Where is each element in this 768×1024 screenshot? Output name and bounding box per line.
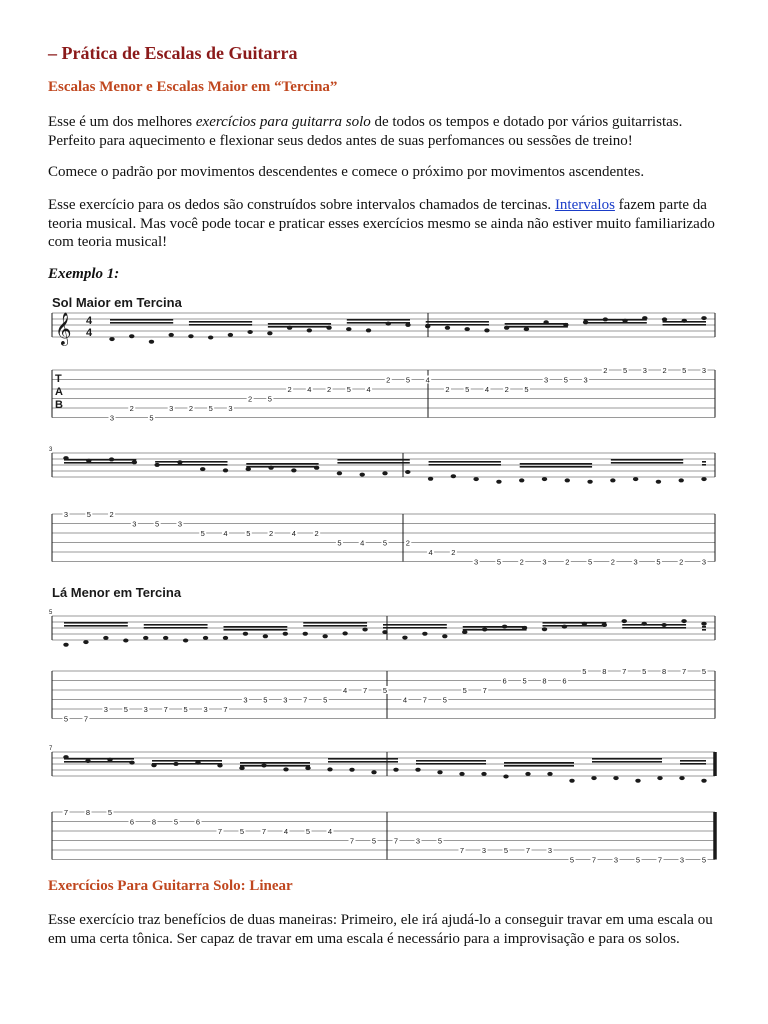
system-1-tab-fret-13: 5 xyxy=(346,385,351,394)
system-1-tab-fret-4: 3 xyxy=(169,404,174,413)
system-4-tab-fret-22: 7 xyxy=(525,846,531,855)
system-3-tab-fret-32: 7 xyxy=(681,667,687,676)
system-4-beam xyxy=(680,760,706,762)
system-3-tab-fret-21: 5 xyxy=(462,686,467,695)
system-1-notehead xyxy=(208,336,213,340)
system-3-notehead xyxy=(701,622,706,626)
system-2-tab-fret-27: 5 xyxy=(656,557,661,567)
system-3-tab-fret-5: 3 xyxy=(143,705,148,714)
system-4-beam xyxy=(64,758,134,760)
system-3-tab-fret-24: 5 xyxy=(522,676,527,686)
system-1-beam xyxy=(505,323,568,325)
system-4-notehead xyxy=(635,779,640,783)
system-4-beam xyxy=(504,762,574,764)
system-1-tab-fret-23: 3 xyxy=(544,375,549,385)
system-3-notehead xyxy=(223,636,228,640)
system-1-tab-fret-14: 4 xyxy=(366,385,371,394)
system-3-tab-fret-6: 7 xyxy=(163,705,168,714)
system-3-tab-fret-31: 8 xyxy=(662,667,667,676)
system-4-tab-fret-28: 7 xyxy=(657,855,663,865)
system-2-notehead xyxy=(405,470,410,474)
system-3-notehead xyxy=(402,636,407,640)
system-1-tab-fret-16: 5 xyxy=(405,375,411,385)
system-2-beam xyxy=(64,462,136,464)
system-4-beam xyxy=(152,760,222,762)
system-4-notehead xyxy=(415,768,420,772)
system-1-tab-fret-21: 2 xyxy=(504,385,509,394)
system-1-tab-fret-20: 4 xyxy=(484,385,490,394)
system-4-beam xyxy=(416,763,486,765)
system-4-tab-fret-23: 3 xyxy=(547,846,553,855)
system-4-tab-fret-29: 3 xyxy=(679,855,685,865)
system-4-notehead xyxy=(283,767,288,771)
system-1-tab-fret-31: 3 xyxy=(701,366,707,375)
system-1-beam xyxy=(189,321,252,323)
system-3-tab-fret-14: 5 xyxy=(323,695,328,705)
system-2-notehead xyxy=(291,468,296,472)
system-4-tab-fret-30: 5 xyxy=(701,855,707,865)
system-4-beam xyxy=(328,758,398,760)
system-3-notehead xyxy=(681,619,686,623)
system-4-notehead xyxy=(657,776,662,780)
system-3-beam xyxy=(543,622,607,624)
system-1-notehead xyxy=(307,328,312,332)
system-3-notehead xyxy=(283,632,288,636)
system-4-tab-fret-13: 4 xyxy=(327,827,333,836)
system-2-beam xyxy=(429,461,501,463)
system-2-notehead xyxy=(633,477,638,481)
system-1-title: Sol Maior em Tercina xyxy=(52,295,182,310)
intervals-text-c: fazem parte da teoria musical. Mas você pode tocar e praticar esses exercícios mesmo se ainda não estiver muito familiarizado com teoria musical! xyxy=(48,197,715,250)
system-2-tab-fret-11: 4 xyxy=(291,529,296,538)
system-3-tab-fret-23: 6 xyxy=(502,676,507,686)
system-3-beam xyxy=(702,626,706,628)
time-signature-top: 4 xyxy=(86,315,93,327)
system-4-tab-fret-25: 7 xyxy=(591,855,597,865)
system-2-tab-fret-1: 3 xyxy=(63,510,69,519)
system-4-tab-fret-3: 5 xyxy=(107,808,113,817)
system-4-notehead xyxy=(679,776,684,780)
system-2-beam xyxy=(520,466,592,468)
system-1-notehead xyxy=(366,328,371,332)
system-4-beam xyxy=(64,761,134,763)
system-2-beam xyxy=(337,462,409,464)
system-3-tab-fret-28: 8 xyxy=(602,667,607,676)
system-4-tab-fret-10: 7 xyxy=(261,827,267,836)
system-2-tab-fret-14: 4 xyxy=(360,538,365,548)
system-2-notehead xyxy=(656,480,661,484)
system-1-beam xyxy=(663,321,706,323)
tab-clef-letter: A xyxy=(55,386,63,398)
system-2-notehead xyxy=(223,468,228,472)
system-3-tab-fret-29: 7 xyxy=(622,667,627,676)
system-1-notehead xyxy=(465,327,470,331)
system-2-notehead xyxy=(246,467,251,471)
system-3-notehead xyxy=(442,634,447,638)
system-2-beam xyxy=(520,463,592,465)
system-1-notehead xyxy=(109,337,114,341)
system-3-notehead xyxy=(342,631,347,635)
system-3-beam xyxy=(622,624,686,626)
system-4-beam xyxy=(592,758,662,760)
system-2-notehead xyxy=(679,478,684,482)
system-1-notehead xyxy=(169,333,174,337)
system-1-notehead xyxy=(228,333,233,337)
system-1-tab-fret-12: 2 xyxy=(326,385,332,394)
system-1-beam xyxy=(584,319,647,321)
system-2-tab-fret-23: 2 xyxy=(565,557,570,567)
system-2-beam xyxy=(611,459,683,461)
system-4-tab-fret-12: 5 xyxy=(305,827,311,836)
system-1-tab-fret-17: 4 xyxy=(425,375,430,385)
system-4-tab-fret-11: 4 xyxy=(283,827,289,836)
system-3-tab-fret-8: 3 xyxy=(203,705,208,714)
system-1-tab-fret-27: 5 xyxy=(622,366,628,375)
system-3-notehead xyxy=(263,634,268,638)
system-3-beam xyxy=(383,627,447,629)
system-3-title: Lá Menor em Tercina xyxy=(52,585,182,600)
system-3-beam xyxy=(622,627,686,629)
system-4-beam xyxy=(680,763,706,765)
system-1-notehead xyxy=(267,331,272,335)
system-1-tab-fret-29: 2 xyxy=(662,366,667,375)
system-2-beam xyxy=(155,464,227,466)
system-1-beam xyxy=(426,324,489,326)
page-title: – Prática de Escalas de Guitarra xyxy=(48,43,298,63)
system-2-notehead xyxy=(496,480,501,484)
system-3-tab-fret-3: 3 xyxy=(103,705,108,714)
system-2-tab-fret-17: 4 xyxy=(428,548,433,557)
system-1-tab-fret-24: 5 xyxy=(563,375,568,385)
system-2-tab-fret-2: 5 xyxy=(86,510,91,519)
system-4-notehead xyxy=(437,770,442,774)
system-4-tab-fret-24: 5 xyxy=(569,855,575,865)
system-3-tab-fret-4: 5 xyxy=(123,705,128,714)
system-3-tab-fret-27: 5 xyxy=(582,667,587,676)
system-2-tab-fret-22: 3 xyxy=(542,557,547,567)
system-2-tab-fret-10: 2 xyxy=(268,529,274,538)
system-3-tab-fret-15: 4 xyxy=(343,686,348,695)
system-2-beam xyxy=(64,459,136,461)
system-3-notehead xyxy=(462,630,467,634)
system-2-notehead xyxy=(337,471,342,475)
intro-emphasis: exercícios para guitarra solo xyxy=(195,114,371,130)
system-1-notehead xyxy=(701,316,706,320)
system-1-notehead xyxy=(129,334,134,338)
system-2-tab-fret-5: 5 xyxy=(155,519,160,529)
system-1-tab-fret-7: 3 xyxy=(228,404,233,413)
system-2-beam xyxy=(246,463,318,465)
system-3-beam xyxy=(702,629,706,631)
example-label: Exemplo 1: xyxy=(48,266,120,282)
system-2-measure-number: 3 xyxy=(49,447,53,453)
system-1-beam xyxy=(584,322,647,324)
system-4-beam xyxy=(504,765,574,767)
system-4-tab-fret-21: 5 xyxy=(503,846,509,855)
system-4-notehead xyxy=(327,767,332,771)
system-4-notehead xyxy=(591,776,596,780)
system-3-tab-fret-11: 5 xyxy=(263,695,268,705)
system-4-tab-fret-1: 7 xyxy=(63,808,69,817)
system-2-notehead xyxy=(519,478,524,482)
system-3-tab-fret-18: 4 xyxy=(402,695,408,705)
system-3-tab-fret-16: 7 xyxy=(362,686,368,695)
system-3-tab-fret-25: 8 xyxy=(542,676,547,686)
system-1-beam xyxy=(663,324,706,326)
system-4-notehead xyxy=(239,766,244,770)
system-2-tab-fret-28: 2 xyxy=(679,557,684,567)
system-3-beam xyxy=(144,627,208,629)
intro-text-c: de todos os tempos e dotado por vários guitarristas. Perfeito para aquecimento e flexionar seus dedos antes de suas perfomances ou sessões de treino! xyxy=(48,114,683,149)
system-3-tab-fret-22: 7 xyxy=(482,686,487,695)
tab-clef-letter: T xyxy=(55,373,62,385)
system-1-tab-fret-5: 2 xyxy=(188,404,194,413)
system-4-notehead xyxy=(547,772,552,776)
system-2-tab-fret-25: 2 xyxy=(610,557,615,567)
system-4-notehead xyxy=(481,772,486,776)
system-3-notehead xyxy=(203,636,208,640)
system-3-notehead xyxy=(63,643,68,647)
system-2-notehead xyxy=(428,477,433,481)
system-1-beam xyxy=(189,324,252,326)
system-2-tab-fret-21: 2 xyxy=(519,557,524,567)
system-1-tab-fret-1: 3 xyxy=(109,413,115,423)
system-4-tab-fret-6: 5 xyxy=(173,817,179,827)
system-4-notehead xyxy=(349,768,354,772)
system-3-beam xyxy=(144,624,208,626)
system-4-tab-fret-14: 7 xyxy=(349,836,355,846)
system-1-tab-fret-3: 5 xyxy=(149,413,154,423)
system-4-notehead xyxy=(613,776,618,780)
system-4-notehead xyxy=(569,779,574,783)
system-3-beam xyxy=(224,626,288,628)
system-2-beam xyxy=(337,459,409,461)
system-2-tab-fret-29: 3 xyxy=(701,557,707,567)
system-2-tab-fret-19: 3 xyxy=(474,557,479,567)
system-4-beam xyxy=(240,765,310,767)
system-2-beam xyxy=(702,464,706,466)
system-1-tab-fret-9: 5 xyxy=(267,394,272,404)
system-2-beam xyxy=(611,462,683,464)
system-3-tab-fret-12: 3 xyxy=(283,695,288,705)
system-1-tab-fret-30: 5 xyxy=(682,366,687,375)
system-3-tab-fret-13: 7 xyxy=(303,695,308,705)
system-2-notehead xyxy=(473,477,478,481)
system-4-notehead xyxy=(701,779,706,783)
system-4-tab-fret-16: 7 xyxy=(393,836,399,846)
system-4-notehead xyxy=(503,775,508,779)
system-2-notehead xyxy=(360,473,365,477)
system-1-notehead xyxy=(188,334,193,338)
system-1-notehead xyxy=(149,340,154,344)
system-1-tab-fret-2: 2 xyxy=(129,404,134,413)
system-1-beam xyxy=(268,323,331,325)
system-2-tab-fret-24: 5 xyxy=(587,557,593,567)
system-4-notehead xyxy=(393,768,398,772)
system-2-tab-fret-12: 2 xyxy=(314,529,319,538)
system-2-beam xyxy=(702,461,706,463)
system-1-beam xyxy=(110,322,173,324)
system-1-beam xyxy=(505,326,568,328)
system-4-beam xyxy=(240,762,310,764)
system-4-beam xyxy=(592,761,662,763)
system-3-notehead xyxy=(622,619,627,623)
system-4-tab-fret-4: 6 xyxy=(129,817,135,827)
system-3-notehead xyxy=(322,634,327,638)
system-1-notehead xyxy=(445,326,450,330)
system-4-notehead xyxy=(371,770,376,774)
system-2-tab-fret-8: 4 xyxy=(223,529,228,538)
system-2-tab-fret-6: 3 xyxy=(177,519,183,529)
system-1-tab-fret-19: 5 xyxy=(465,385,470,394)
intervals-text-a: Esse exercício para os dedos são construídos sobre intervalos chamados de tercinas. xyxy=(48,197,555,213)
section-subtitle-tercina: Escalas Menor e Escalas Maior em “Tercina” xyxy=(48,79,338,95)
system-1-tab-fret-15: 2 xyxy=(386,375,391,385)
system-1-tab-fret-28: 3 xyxy=(642,366,647,375)
system-3-notehead xyxy=(542,627,547,631)
system-2-tab-fret-15: 5 xyxy=(382,538,388,548)
system-4-tab-fret-15: 5 xyxy=(371,836,377,846)
system-1-notehead xyxy=(247,330,252,334)
system-2-notehead xyxy=(587,480,592,484)
system-1-notehead xyxy=(346,327,351,331)
system-3-beam xyxy=(303,625,367,627)
system-1-notehead xyxy=(484,328,489,332)
system-3-notehead xyxy=(183,639,188,643)
system-4-tab-fret-20: 3 xyxy=(481,846,487,855)
system-1-tab-fret-11: 4 xyxy=(307,385,312,394)
system-2-tab-fret-3: 2 xyxy=(109,510,114,519)
system-1-tab-fret-25: 3 xyxy=(583,375,588,385)
treble-clef-icon: 𝄞 xyxy=(55,313,72,344)
system-3-tab-fret-30: 5 xyxy=(642,667,647,676)
system-3-tab-fret-9: 7 xyxy=(223,705,228,714)
system-2-notehead xyxy=(701,477,706,481)
system-1-tab-fret-26: 2 xyxy=(603,366,608,375)
system-2-tab-fret-13: 5 xyxy=(337,538,342,548)
system-3-tab-fret-2: 7 xyxy=(83,714,89,724)
system-1-tab-fret-8: 2 xyxy=(248,394,253,404)
system-2-beam xyxy=(155,461,227,463)
system-3-notehead xyxy=(123,639,128,643)
system-2-tab-fret-7: 5 xyxy=(200,529,205,538)
system-4-tab-fret-9: 5 xyxy=(239,827,245,836)
intervalos-link[interactable]: Intervalos xyxy=(554,197,615,213)
system-3-beam xyxy=(64,622,128,624)
system-2-tab-fret-16: 2 xyxy=(405,538,410,548)
system-2-tab-fret-26: 3 xyxy=(633,557,638,567)
system-4-tab-fret-27: 5 xyxy=(635,855,641,865)
system-3-tab-fret-1: 5 xyxy=(63,714,69,724)
system-3-tab-fret-26: 6 xyxy=(562,676,567,686)
system-1-notehead xyxy=(524,327,529,331)
system-4-tab-fret-2: 8 xyxy=(85,808,91,817)
system-3-tab-fret-33: 5 xyxy=(701,667,707,676)
system-3-notehead xyxy=(303,632,308,636)
system-2-tab-fret-18: 2 xyxy=(451,548,456,557)
system-1-notehead xyxy=(662,317,667,321)
system-2-notehead xyxy=(382,471,387,475)
system-3-measure-number: 5 xyxy=(49,610,53,616)
pattern-paragraph: Comece o padrão por movimentos descendentes e comece o próximo por movimentos ascendentes. xyxy=(48,164,645,180)
system-3-notehead xyxy=(83,640,88,644)
intro-text-a: Esse é um dos melhores xyxy=(48,114,196,130)
system-2-notehead xyxy=(451,474,456,478)
system-2-tab-fret-4: 3 xyxy=(132,519,137,529)
system-1-tab-fret-18: 2 xyxy=(445,385,450,394)
system-3-beam xyxy=(224,629,288,631)
system-3-tab-fret-19: 7 xyxy=(422,695,427,705)
system-3-notehead xyxy=(362,628,367,632)
system-3-beam xyxy=(463,626,527,628)
system-3-tab-fret-20: 5 xyxy=(442,695,447,705)
system-2-notehead xyxy=(542,477,547,481)
system-3-notehead xyxy=(422,632,427,636)
system-3-beam xyxy=(303,622,367,624)
system-1-beam xyxy=(268,326,331,328)
system-4-beam xyxy=(152,763,222,765)
system-3-beam xyxy=(64,625,128,627)
system-3-notehead xyxy=(382,630,387,634)
system-2-notehead xyxy=(610,478,615,482)
system-4-tab-fret-19: 7 xyxy=(459,846,465,855)
system-4-notehead xyxy=(525,772,530,776)
system-1-tab-fret-10: 2 xyxy=(287,385,292,394)
system-3-beam xyxy=(543,625,607,627)
system-4-tab-fret-17: 3 xyxy=(415,836,421,846)
system-1-beam xyxy=(110,319,173,321)
system-4-measure-number: 7 xyxy=(49,746,53,752)
system-4-tab-fret-5: 8 xyxy=(151,817,157,827)
system-3-tab-fret-10: 3 xyxy=(243,695,248,705)
system-4-tab-fret-7: 6 xyxy=(195,817,201,827)
system-4-beam xyxy=(416,760,486,762)
system-4-notehead xyxy=(305,766,310,770)
section-subtitle-linear: Exercícios Para Guitarra Solo: Linear xyxy=(48,878,293,894)
system-4-tab-fret-8: 7 xyxy=(217,827,223,836)
system-3-notehead xyxy=(103,636,108,640)
system-3-notehead xyxy=(243,632,248,636)
time-signature-bottom: 4 xyxy=(86,327,93,339)
system-1-beam xyxy=(347,319,410,321)
system-4-beam xyxy=(328,761,398,763)
linear-paragraph: Esse exercício traz benefícios de duas maneiras: Primeiro, ele irá ajudá-lo a conseguir travar em uma escala ou em uma certa tônica. Ser capaz de travar em uma escala é necessário para a improvisação e para os solos. xyxy=(48,912,713,947)
system-2-tab-fret-9: 5 xyxy=(246,529,251,538)
system-2-notehead xyxy=(565,478,570,482)
system-4-tab-fret-26: 3 xyxy=(613,855,619,865)
system-3-beam xyxy=(383,624,447,626)
system-3-notehead xyxy=(143,636,148,640)
system-2-beam xyxy=(429,464,501,466)
system-1-beam xyxy=(426,321,489,323)
system-3-tab-fret-7: 5 xyxy=(183,705,188,714)
system-1-tab-fret-6: 5 xyxy=(208,404,213,413)
system-2-beam xyxy=(246,466,318,468)
system-4-tab-fret-18: 5 xyxy=(437,836,443,846)
system-1-tab-fret-22: 5 xyxy=(524,385,529,394)
tab-clef-letter: B xyxy=(55,399,63,411)
system-1-beam xyxy=(347,322,410,324)
system-4-notehead xyxy=(459,772,464,776)
system-3-beam xyxy=(463,629,527,631)
system-2-tab-fret-20: 5 xyxy=(496,557,502,567)
system-3-notehead xyxy=(163,636,168,640)
system-2-notehead xyxy=(200,467,205,471)
system-3-tab-fret-17: 5 xyxy=(382,686,388,695)
